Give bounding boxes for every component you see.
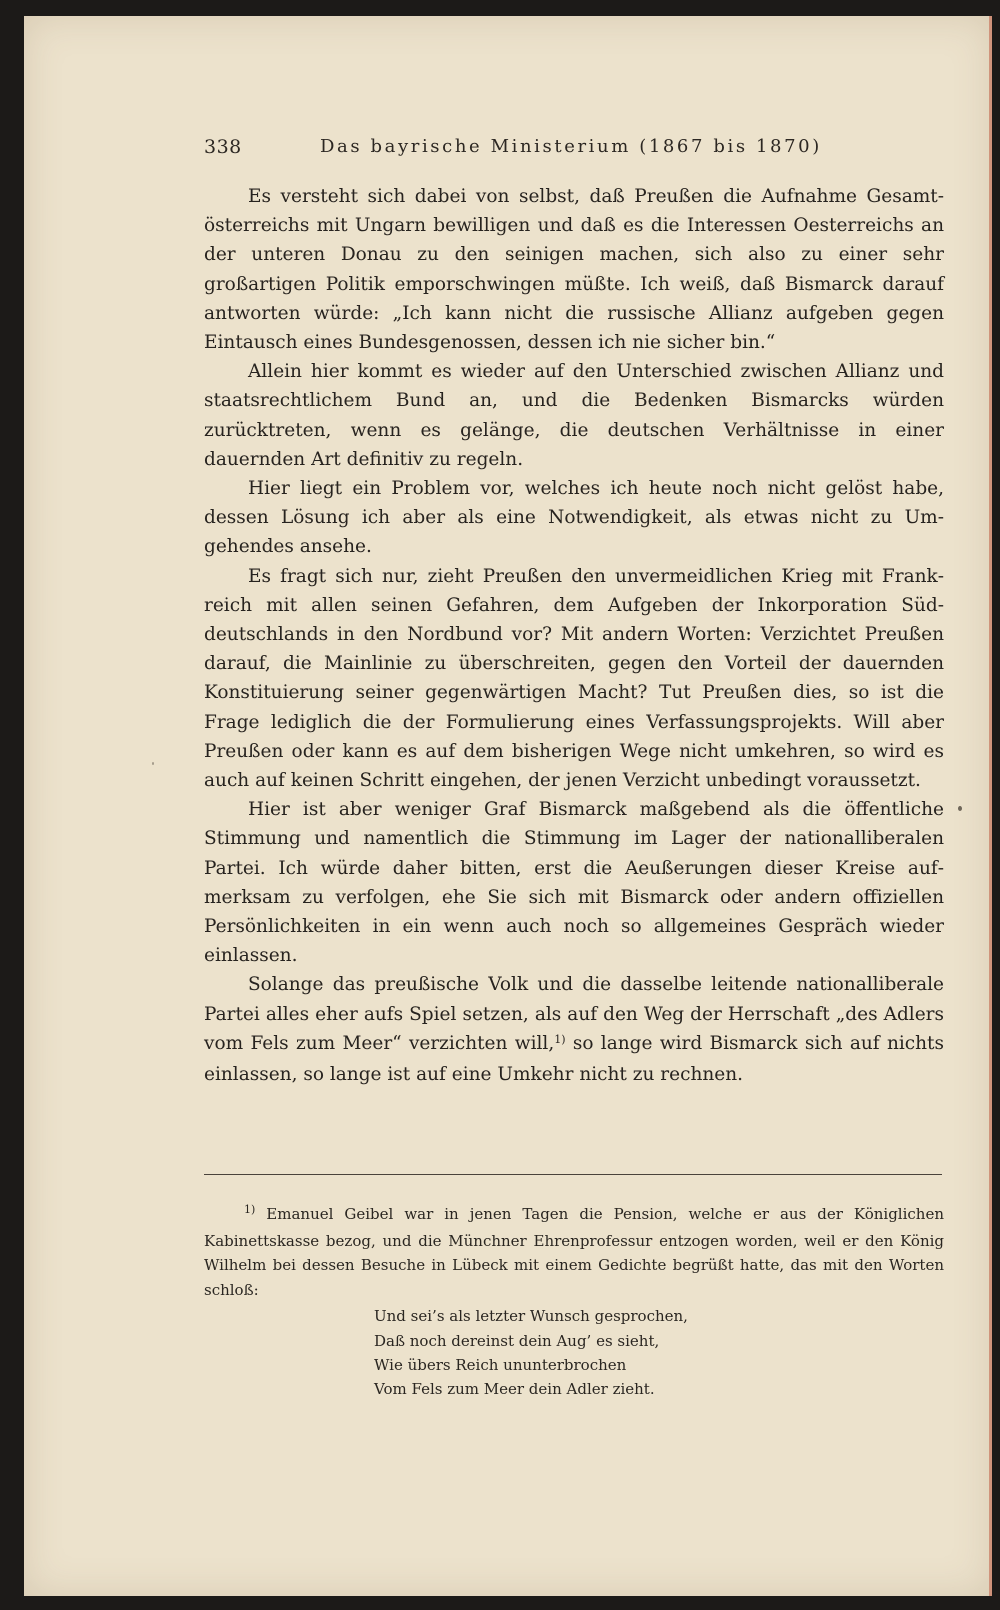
chapter-title: Das bayrische Ministerium (1867 bis 1870) bbox=[320, 136, 822, 157]
verse-line: Und sei’s als letzter Wunsch gesprochen, bbox=[374, 1307, 688, 1326]
paragraph-6-continuation: so lange wird Bismarck sich auf nichts einlassen, so lange ist auf eine Umkehr nicht zu rechnen. bbox=[204, 1032, 944, 1086]
paragraph-6-text: Solange das preußische Volk und die dasselbe leitende nationalliberale Partei alles eher aufs Spiel setzen, als auf den Weg der Herrschaft „des Adlers vom Fels zum Meer“ verzichten will, bbox=[204, 974, 944, 1054]
page-edge bbox=[989, 16, 992, 1596]
paragraph-4: Es fragt sich nur, zieht Preußen den unvermeidlichen Krieg mit Frankreich mit allen seinen Gefahren, dem Aufgeben der Inkorporation Süddeutschlands in den Nordbund vor? Mit andern Worten: Verzichtet Preußen darauf, die Mainlinie zu überschreiten, gegen den Vorteil der dauernden Konstituierung seiner gegenwärtigen Macht? Tut Preußen dies, so ist die Frage lediglich die der Formulierung eines Verfassungsprojekts. Will aber Preußen oder kann es auf dem bisherigen Wege nicht umkehren, so wird es auch auf keinen Schritt eingehen, der jenen Verzicht unbedingt voraussetzt. bbox=[204, 565, 944, 792]
paragraph-2: Allein hier kommt es wieder auf den Unterschied zwischen Allianz und staatsrechtlichem Bund an, und die Bedenken Bismarcks würden zurücktreten, wenn es gelänge, die deutschen Verhältnisse in einer dauernden Art definitiv zu regeln. bbox=[204, 361, 944, 470]
book-page bbox=[24, 16, 992, 1596]
footnote-divider bbox=[204, 1174, 942, 1175]
footnote-marker: 1) bbox=[244, 1203, 256, 1216]
running-head bbox=[204, 136, 950, 170]
verse-line: Wie übers Reich ununterbrochen bbox=[374, 1355, 627, 1374]
footnote-reference[interactable]: 1) bbox=[554, 1032, 566, 1046]
poem-quote bbox=[374, 1304, 944, 1401]
paragraph-6 bbox=[204, 970, 944, 1089]
footnote bbox=[204, 1202, 944, 1302]
paragraph-5: Hier ist aber weniger Graf Bismarck maßgebend als die öffentliche Stimmung und namentlich die Stimmung im Lager der nationalliberalen Partei. Ich würde daher bitten, erst die Aeußerungen dieser Kreise aufmerksam zu verfolgen, ehe Sie sich mit Bismarck oder andern offiziellen Persönlichkeiten in ein wenn auch noch so allgemeines Gespräch wieder einlassen. bbox=[204, 799, 944, 967]
footnote-area bbox=[204, 1202, 944, 1401]
verse-line: Daß noch dereinst dein Aug’ es sieht, bbox=[374, 1331, 660, 1350]
body-text bbox=[204, 182, 944, 1089]
paragraph-1: Es versteht sich dabei von selbst, daß Preußen die Aufnahme Gesamtösterreichs mit Ungarn bewilligen und daß es die Interessen Oesterreichs an der unteren Donau zu den seinigen machen, sich also zu einer sehr großartigen Politik emporschwingen müßte. Ich weiß, daß Bismarck darauf antworten würde: „Ich kann nicht die russische Allianz aufgeben gegen Eintausch eines Bundesgenossen, dessen ich nie sicher bin.“ bbox=[204, 186, 944, 354]
paper-speck bbox=[958, 806, 962, 811]
paper-speck bbox=[152, 762, 154, 765]
verse-line: Vom Fels zum Meer dein Adler zieht. bbox=[374, 1379, 655, 1398]
page-number: 338 bbox=[204, 136, 242, 158]
footnote-text: Emanuel Geibel war in jenen Tagen die Pension, welche er aus der Königlichen Kabinettskasse bezog, und die Münchner Ehrenprofessur entzogen worden, weil er den König Wilhelm bei dessen Besuche in Lübeck mit einem Gedichte begrüßt hatte, das mit den Worten schloß: bbox=[204, 1205, 944, 1299]
paragraph-3: Hier liegt ein Problem vor, welches ich heute noch nicht gelöst habe, dessen Lösung ich aber als eine Notwendigkeit, als etwas nicht zu Umgehendes ansehe. bbox=[204, 478, 944, 558]
